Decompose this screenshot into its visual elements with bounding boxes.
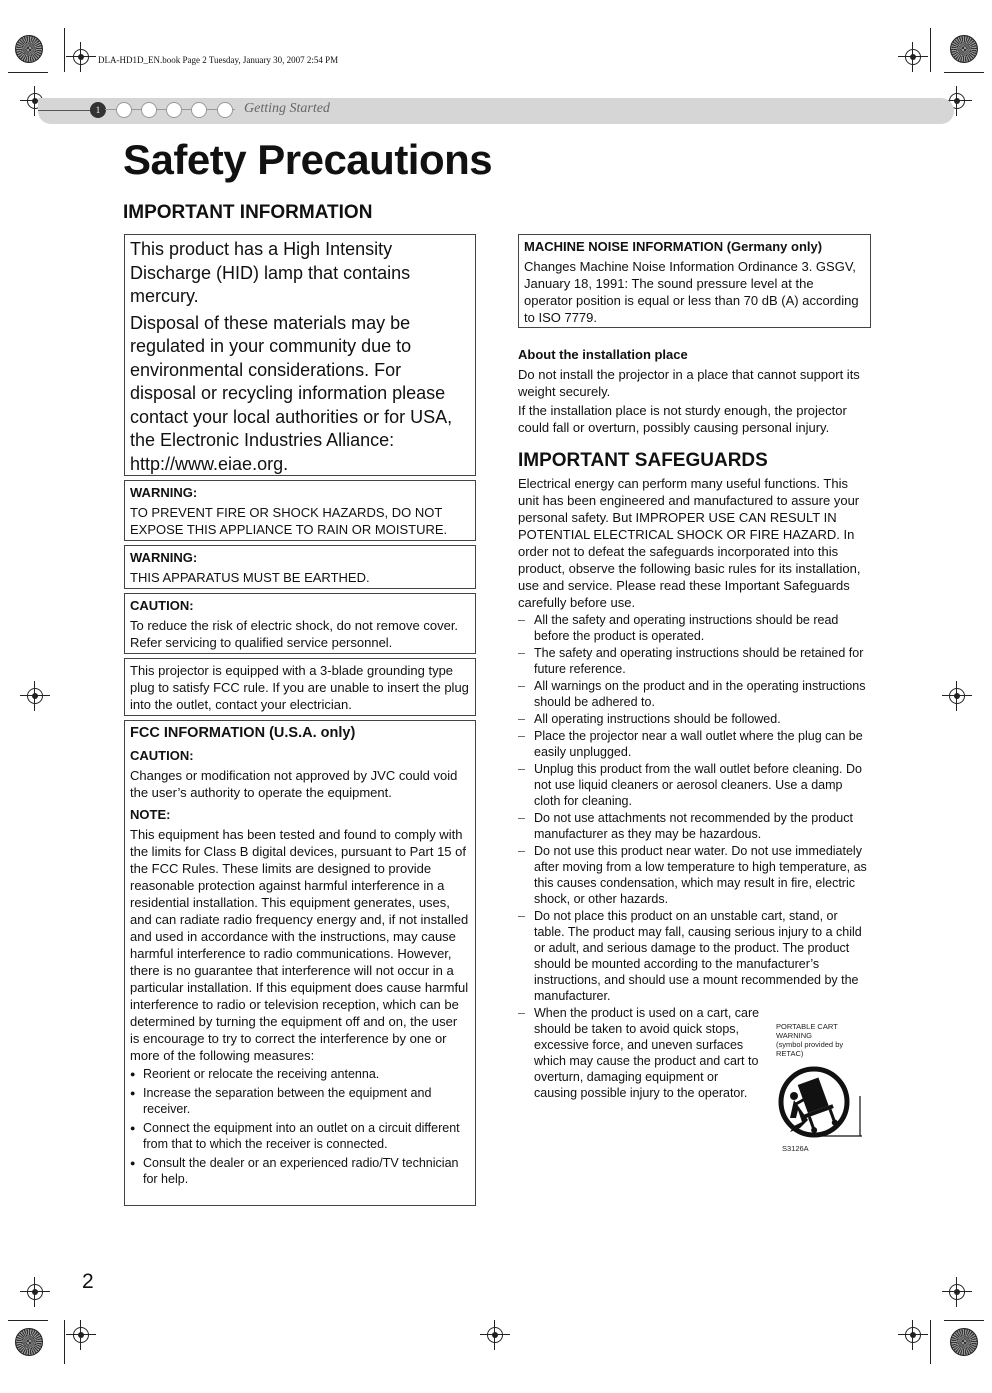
list-item: – Do not use this product near water. Do not use immediately after moving from a low temperature to high temperature, as this causes condensation, which may result in fire, electric shock, or other hazards. [518,843,871,907]
chapter-step [141,102,157,118]
list-item: – Do not use attachments not recommended by the product manufacturer as they may be hazardous. [518,810,871,842]
warning-text: THIS APPARATUS MUST BE EARTHED. [130,570,370,585]
fcc-note-text: This equipment has been tested and found to comply with the limits for Class B digital devices, pursuant to Part 15 of the FCC Rules. These limits are designed to provide reasonable protection against harmful interference in a residential installation. This equipment generates, uses, and can radiate radio frequency energy and, if not installed and used in accordance with the instructions, may cause harmful interference to radio communications. However, there is no guarantee that interference will not occur in a particular installation. If this equipment does cause harmful interference to radio or television reception, which can be determined by turning the equipment off and on, the user is encourage to try to correct the interference by one or more of the following measures: [130,827,469,1063]
fcc-caution-label: CAUTION: [130,748,194,763]
caution-box [124,593,476,654]
list-item: ● Consult the dealer or an experienced radio/TV technician for help. [130,1155,470,1188]
chapter-step [116,102,132,118]
chapter-step [166,102,182,118]
list-item: – All warnings on the product and in the operating instructions should be adhered to. [518,678,871,710]
chapter-step [191,102,207,118]
fcc-caution-text: Changes or modification not approved by JVC could void the user’s authority to operate the equipment. [130,768,458,800]
machine-noise-box [518,234,871,328]
registration-disc-icon [15,35,43,63]
hid-lamp-box [124,234,476,476]
list-item: – Do not place this product on an unstable cart, stand, or table. The product may fall, causing serious injury to a child or adult, and serious damage to the product. The product should be mounted according to the manufacturer’s instructions, and should use a mount recommended by the manufacturer. [518,908,871,1004]
crop-line [64,1320,65,1364]
machine-noise-title: MACHINE NOISE INFORMATION (Germany only) [524,239,823,254]
warning-label: WARNING: [130,550,198,565]
crosshair-icon [949,688,965,704]
chapter-step-active: 1 [90,102,106,118]
crop-line [64,28,65,72]
list-item: – All the safety and operating instructions should be read before the product is operated. [518,612,871,644]
crosshair-icon [27,1284,43,1300]
book-info: DLA-HD1D_EN.book Page 2 Tuesday, January 30, 2007 2:54 PM [98,55,339,65]
list-item: – Unplug this product from the wall outlet before cleaning. Do not use liquid cleaners or aerosol cleaners. Use a damp cloth for cleaning. [518,761,871,809]
fcc-title: FCC INFORMATION (U.S.A. only) [130,725,356,741]
warning-box [124,480,476,541]
page-title: Safety Precautions [123,136,493,183]
list-item: – When the product is used on a cart, care should be taken to avoid quick stops, excessive force, and uneven surfaces which may cause the product and cart to overturn, damaging equipment or causing possible injury to the operator. [518,1005,764,1101]
warning-text: TO PREVENT FIRE OR SHOCK HAZARDS, DO NOT EXPOSE THIS APPLIANCE TO RAIN OR MOISTURE. [130,505,448,537]
list-item: ● Increase the separation between the equipment and receiver. [130,1085,470,1118]
fcc-measures-list [130,1066,470,1188]
chapter-title: Getting Started [244,101,330,116]
registration-disc-icon [950,1328,978,1356]
machine-noise-text: Changes Machine Noise Information Ordinance 3. GSGV, January 18, 1991: The sound pressure level at the operator position is equal or less than 70 dB (A) according to ISO 7779. [524,259,859,325]
caution-text: To reduce the risk of electric shock, do not remove cover. Refer servicing to qualified service personnel. [130,618,459,650]
installation-title: About the installation place [518,347,688,362]
crosshair-icon [905,1327,921,1343]
cart-warning-code: S3126A [782,1144,809,1153]
page-number: 2 [82,1270,94,1293]
crop-line [930,28,931,72]
grounding-plug-box [124,658,476,716]
registration-disc-icon [15,1328,43,1356]
crosshair-icon [27,688,43,704]
disposal-text: Disposal of these materials may be regulated in your community due to environmental considerations. For disposal or recycling information please contact your local authorities or for USA, the Electronic Industries Alliance: http://www.eiae.org. [130,312,453,474]
list-item: – Place the projector near a wall outlet where the plug can be easily unplugged. [518,728,871,760]
list-item: ● Connect the equipment into an outlet on a circuit different from that to which the receiver is connected. [130,1120,470,1153]
cart-tipover-icon [776,1066,866,1144]
crosshair-icon [487,1327,503,1343]
grounding-plug-text: This projector is equipped with a 3-blade grounding type plug to satisfy FCC rule. If you are unable to insert the plug into the outlet, contact your electrician. [130,663,469,712]
list-item: – All operating instructions should be followed. [518,711,871,727]
crosshair-icon [73,1327,89,1343]
portable-cart-warning [776,1022,872,1153]
crop-line [944,1320,984,1321]
registration-disc-icon [950,35,978,63]
important-information-heading: IMPORTANT INFORMATION [123,202,373,223]
list-item: – The safety and operating instructions should be retained for future reference. [518,645,871,677]
installation-section [518,346,871,436]
cart-warning-subtitle: (symbol provided by RETAC) [776,1040,844,1058]
crosshair-icon [905,49,921,65]
crop-line [944,72,984,73]
chapter-step [217,102,233,118]
list-item: ● Reorient or relocate the receiving antenna. [130,1066,470,1083]
installation-text: If the installation place is not sturdy enough, the projector could fall or overturn, possibly causing personal injury. [518,403,847,435]
important-safeguards-heading: IMPORTANT SAFEGUARDS [518,450,768,471]
installation-text: Do not install the projector in a place that cannot support its weight securely. [518,367,860,399]
warning-label: WARNING: [130,485,198,500]
warning-earthed-box [124,545,476,589]
hid-lamp-text: This product has a High Intensity Discharge (HID) lamp that contains mercury. [130,239,411,306]
crop-line [930,1320,931,1364]
crosshair-icon [73,49,89,65]
crop-line [8,1320,48,1321]
chapter-rule [38,110,94,111]
crosshair-icon [949,1284,965,1300]
caution-label: CAUTION: [130,598,194,613]
fcc-note-label: NOTE: [130,807,171,822]
safeguards-intro: Electrical energy can perform many useful functions. This unit has been engineered and manufactured to assure your personal safety. But IMPROPER USE CAN RESULT IN POTENTIAL ELECTRICAL SHOCK OR FIRE HAZARD. In order not to defeat the safeguards incorporated into this product, observe the following basic rules for its installation, use and service. Please read these Important Safeguards carefully before use. [518,476,861,610]
safeguards-section [518,475,871,1102]
crop-line [8,72,48,73]
fcc-information-box [124,720,476,1206]
cart-warning-title: PORTABLE CART WARNING [776,1022,838,1040]
